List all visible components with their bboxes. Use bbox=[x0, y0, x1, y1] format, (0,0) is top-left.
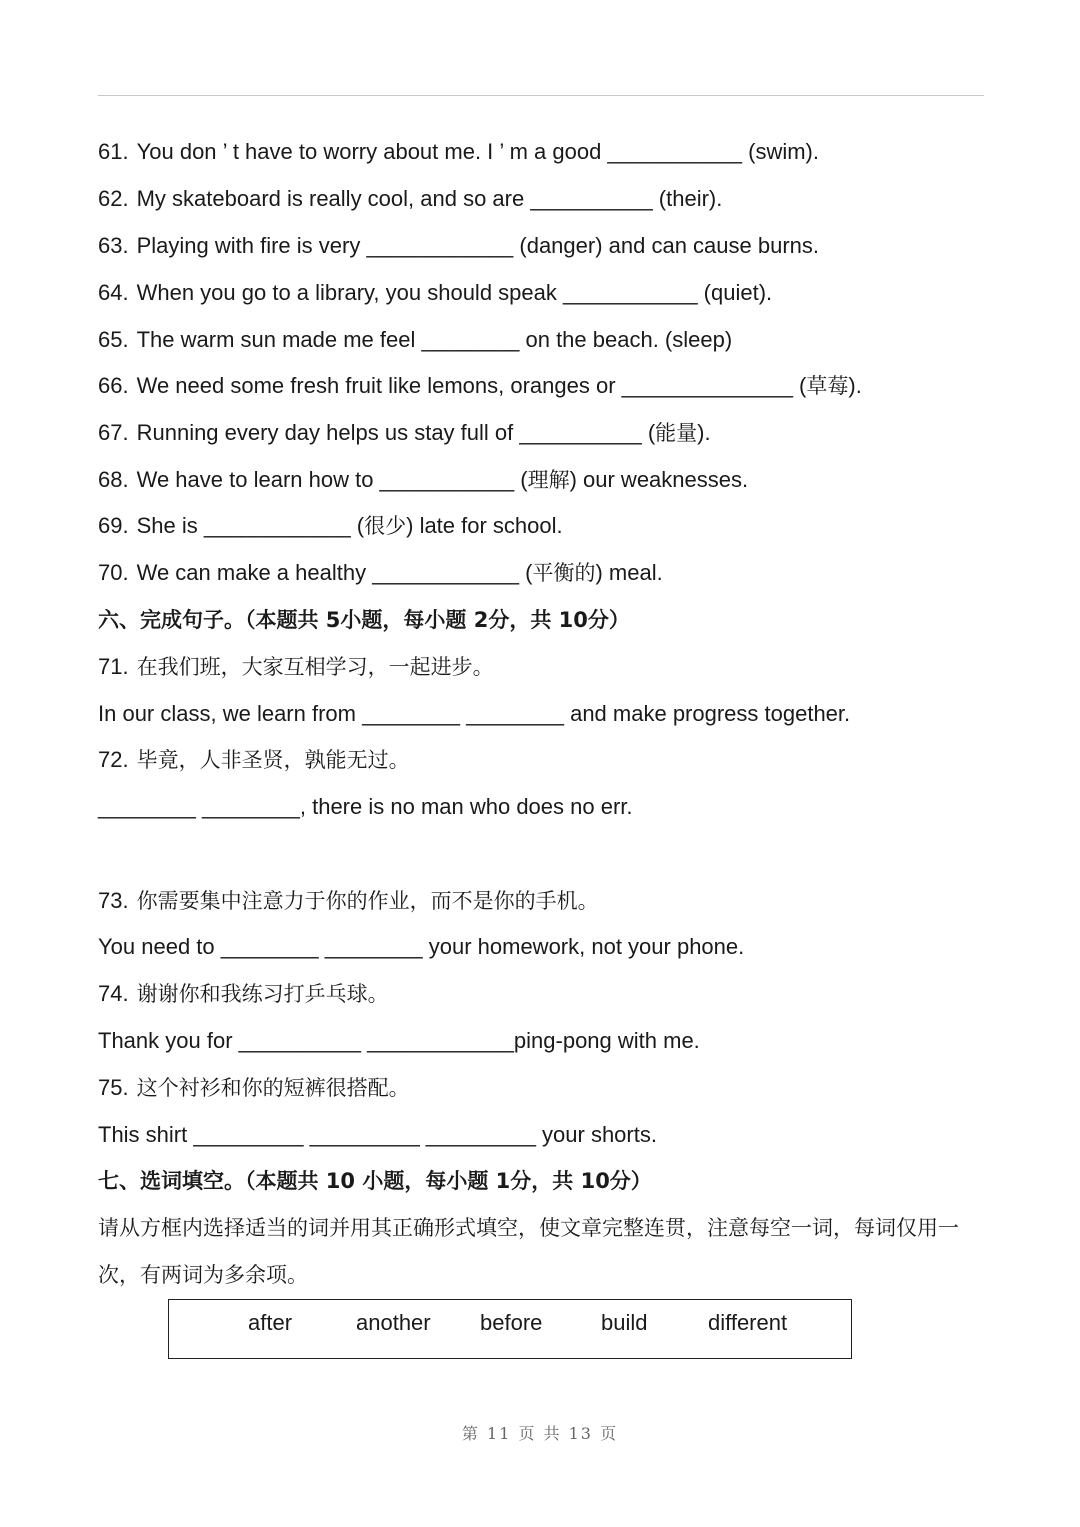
question-63 bbox=[98, 231, 819, 261]
question-number: 75. bbox=[98, 1075, 129, 1100]
question-text: Running every day helps us stay full of __________ ( bbox=[136, 420, 656, 445]
question-text-tail: ) meal. bbox=[595, 560, 663, 585]
question-number: 62. bbox=[98, 186, 129, 211]
question-text: We can make a healthy ____________ ( bbox=[136, 560, 533, 585]
chinese-sentence: 毕竟，人非圣贤，孰能无过。 bbox=[136, 748, 410, 772]
question-text: When you go to a library, you should speak ___________ (quiet). bbox=[136, 280, 773, 305]
chinese-hint: 草莓 bbox=[806, 374, 849, 398]
page-footer: 第 11 页 共 13 页 bbox=[461, 1424, 619, 1443]
question-number: 70. bbox=[98, 560, 129, 585]
question-number: 68. bbox=[98, 467, 129, 492]
question-72-prompt bbox=[98, 745, 410, 775]
question-number: 65. bbox=[98, 327, 129, 352]
question-number: 69. bbox=[98, 513, 129, 538]
chinese-hint: 能量 bbox=[655, 421, 698, 445]
chinese-hint: 平衡的 bbox=[532, 561, 596, 585]
question-71-prompt bbox=[98, 652, 494, 682]
header-rule bbox=[98, 95, 984, 96]
word-bank-item: after bbox=[248, 1310, 293, 1335]
question-64 bbox=[98, 278, 772, 308]
chinese-hint: 很少 bbox=[364, 514, 407, 538]
question-text: You don ’ t have to worry about me. I ’ m a good ___________ (swim). bbox=[136, 139, 819, 164]
question-text-tail: ) our weaknesses. bbox=[569, 467, 749, 492]
question-number: 64. bbox=[98, 280, 129, 305]
question-number: 61. bbox=[98, 139, 129, 164]
question-number: 63. bbox=[98, 233, 129, 258]
question-number: 72. bbox=[98, 747, 129, 772]
chinese-sentence: 谢谢你和我练习打乒乓球。 bbox=[136, 982, 389, 1006]
question-text: My skateboard is really cool, and so are __________ (their). bbox=[136, 186, 723, 211]
question-68 bbox=[98, 465, 748, 495]
question-62 bbox=[98, 184, 722, 214]
question-text: She is ____________ ( bbox=[136, 513, 365, 538]
question-65 bbox=[98, 325, 732, 355]
question-74-prompt bbox=[98, 979, 389, 1009]
question-69 bbox=[98, 511, 563, 541]
question-text-tail: ). bbox=[697, 420, 711, 445]
question-text: Playing with fire is very ____________ (danger) and can cause burns. bbox=[136, 233, 820, 258]
question-71-answer: In our class, we learn from ________ ________ and make progress together. bbox=[98, 701, 851, 726]
question-66 bbox=[98, 371, 862, 401]
question-number: 66. bbox=[98, 373, 129, 398]
question-text: We need some fresh fruit like lemons, oranges or ______________ ( bbox=[136, 373, 807, 398]
section-7-instruction: 请从方框内选择适当的词并用其正确形式填空，使文章完整连贯，注意每空一词，每词仅用一次，有两词为多余项。 bbox=[98, 1216, 959, 1287]
chinese-sentence: 在我们班，大家互相学习，一起进步。 bbox=[136, 655, 494, 679]
word-bank-item: before bbox=[480, 1310, 543, 1335]
section-7-title: 七、选词填空。（本题共 10 小题，每小题 1分，共 10分） bbox=[98, 1169, 652, 1193]
question-number: 73. bbox=[98, 888, 129, 913]
question-73-answer: You need to ________ ________ your homework, not your phone. bbox=[98, 934, 745, 959]
question-number: 74. bbox=[98, 981, 129, 1006]
chinese-sentence: 这个衬衫和你的短裤很搭配。 bbox=[136, 1076, 410, 1100]
question-72-answer: ________ ________, there is no man who does no err. bbox=[98, 794, 633, 819]
question-text: We have to learn how to ___________ ( bbox=[136, 467, 528, 492]
word-bank-item: another bbox=[356, 1310, 431, 1335]
question-75-prompt bbox=[98, 1073, 410, 1103]
question-number: 71. bbox=[98, 654, 129, 679]
question-text-tail: ) late for school. bbox=[406, 513, 563, 538]
chinese-hint: 理解 bbox=[527, 468, 570, 492]
question-73-prompt bbox=[98, 886, 599, 916]
question-70 bbox=[98, 558, 663, 588]
question-text-tail: ). bbox=[848, 373, 862, 398]
question-text: The warm sun made me feel ________ on the beach. (sleep) bbox=[136, 327, 733, 352]
section-6-title: 六、完成句子。（本题共 5小题，每小题 2分，共 10分） bbox=[98, 608, 630, 632]
word-bank-item: build bbox=[601, 1310, 648, 1335]
word-bank-box bbox=[168, 1299, 852, 1359]
question-number: 67. bbox=[98, 420, 129, 445]
question-67 bbox=[98, 418, 711, 448]
word-bank-item: different bbox=[708, 1310, 788, 1335]
question-75-answer: This shirt _________ _________ _________ your shorts. bbox=[98, 1122, 657, 1147]
question-61 bbox=[98, 137, 819, 167]
question-74-answer: Thank you for __________ ____________ping-pong with me. bbox=[98, 1028, 700, 1053]
chinese-sentence: 你需要集中注意力于你的作业，而不是你的手机。 bbox=[136, 889, 599, 913]
